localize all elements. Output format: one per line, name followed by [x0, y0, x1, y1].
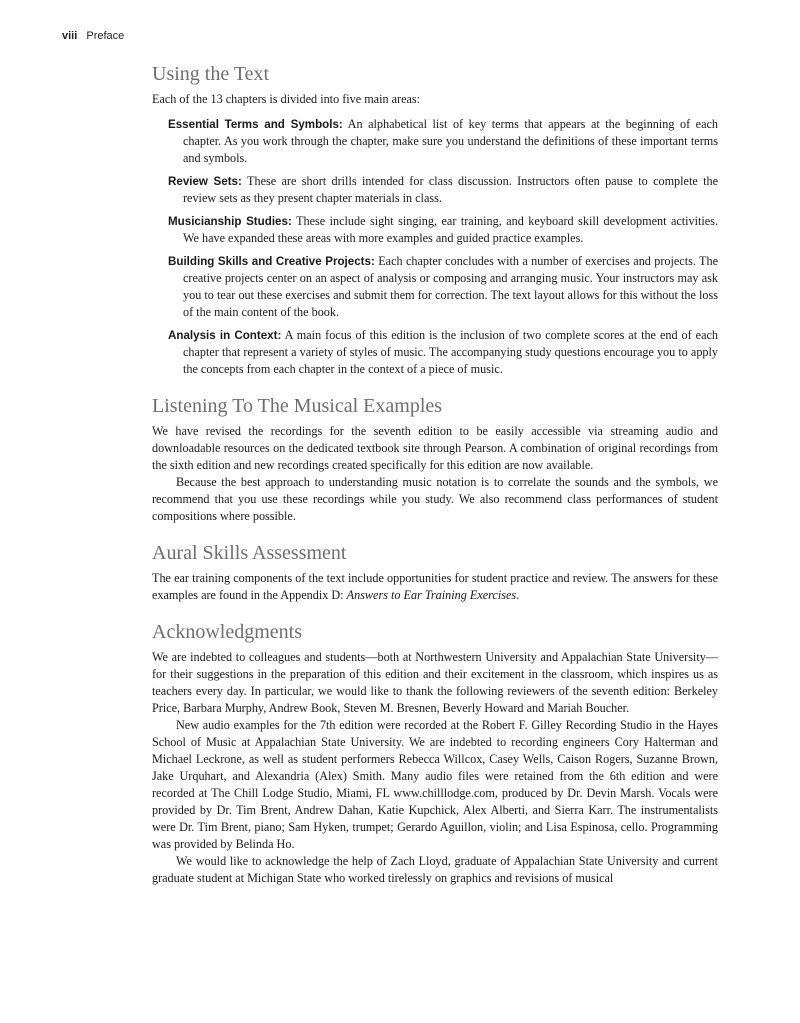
paragraph-end: .	[516, 588, 520, 602]
item-term: Musicianship Studies:	[168, 215, 292, 228]
section-heading: Using the Text	[152, 63, 270, 85]
list-item	[152, 327, 718, 378]
section-aural-skills	[152, 541, 718, 604]
list-item	[152, 253, 718, 321]
paragraph: We would like to acknowledge the help of Zach Lloyd, graduate of Appalachian State University and current graduate student at Michigan State who worked tirelessly on graphics and revisions of musical	[152, 854, 718, 885]
paragraph: We have revised the recordings for the seventh edition to be easily accessible via streaming audio and downloadable resources on the dedicated textbook site through Pearson. A combination of original recordings from the sixth edition and new recordings created specifically for this edition are now available.	[152, 424, 718, 472]
item-text: These are short drills intended for class discussion. Instructors often pause to complete the review sets as they present chapter materials in class.	[183, 174, 719, 205]
item-term: Analysis in Context:	[168, 329, 282, 342]
list-item	[152, 213, 718, 247]
section-acknowledgments	[152, 620, 718, 887]
list-item	[152, 173, 718, 207]
item-text: An alphabetical list of key terms that appears at the beginning of each chapter. As you work through the chapter, make sure you understand the definitions of these important terms and symbols.	[183, 117, 719, 165]
page-number: viii	[62, 30, 78, 42]
section-intro: Each of the 13 chapters is divided into five main areas:	[152, 92, 421, 106]
running-head	[62, 30, 124, 42]
list-item	[152, 116, 718, 167]
item-term: Building Skills and Creative Projects:	[168, 255, 375, 268]
item-term: Review Sets:	[168, 175, 242, 188]
appendix-title: Answers to Ear Training Exercises	[346, 588, 517, 602]
section-listening	[152, 394, 718, 525]
section-heading: Aural Skills Assessment	[152, 542, 347, 564]
paragraph-text: The ear training components of the text include opportunities for student practice and review. The answers for these examples are found in the Appendix D:	[152, 571, 718, 602]
item-text: These include sight singing, ear training, and keyboard skill development activities. We have expanded these areas with more examples and guided practice examples.	[183, 214, 719, 245]
section-heading: Listening To The Musical Examples	[152, 395, 443, 417]
section-using-the-text	[152, 62, 718, 378]
item-text: Each chapter concludes with a number of exercises and projects. The creative projects center on an aspect of analysis or composing and arranging music. Your instructors may ask you to tear out these exercises and submit them for correction. The text layout allows for this without the loss of the main content of the book.	[183, 254, 718, 319]
section-heading: Acknowledgments	[152, 621, 302, 643]
paragraph	[152, 570, 718, 604]
item-text: A main focus of this edition is the inclusion of two complete scores at the end of each chapter that represent a variety of styles of music. The accompanying study questions encourage you to apply the concepts from each chapter in the context of a piece of music.	[183, 328, 719, 376]
item-term: Essential Terms and Symbols:	[168, 118, 343, 131]
paragraph: New audio examples for the 7th edition were recorded at the Robert F. Gilley Recording Studio in the Hayes School of Music at Appalachian State University. We are indebted to recording engineers Cory Halterman and Michael Leckrone, as well as student performers Rebecca Willcox, Casey Wells, Caison Rogers, Suzanne Brown, Jake Urquhart, and Alexandria (Alex) Smith. Many audio files were retained from the 6th edition and were recorded at The Chill Lodge Studio, Miami, FL www.chilllodge.com, produced by Dr. Devin Marsh. Vocals were provided by Dr. Tim Brent, Andrew Dahan, Katie Kupchick, Alex Alberti, and Sierra Karr. The instrumentalists were Dr. Tim Brent, piano; Sam Hyken, trumpet; Gerardo Aguillon, violin; and Lisa Espinosa, cello. Programming was provided by Belinda Ho.	[152, 718, 718, 851]
paragraph: We are indebted to colleagues and students—both at Northwestern University and Appalachian State University—for their suggestions in the preparation of this edition and their excitement in the classroom, which inspires us as teachers every day. In particular, we would like to thank the following reviewers of the seventh edition: Berkeley Price, Barbara Murphy, Andrew Book, Steven M. Bresnen, Beverly Howard and Mariah Boucher.	[152, 650, 718, 715]
main-areas-list	[152, 116, 718, 378]
paragraph: Because the best approach to understanding music notation is to correlate the sounds and the symbols, we recommend that you use these recordings while you study. We also recommend class performances of student compositions where possible.	[152, 475, 718, 523]
running-title: Preface	[86, 30, 125, 42]
page-body	[152, 62, 718, 887]
